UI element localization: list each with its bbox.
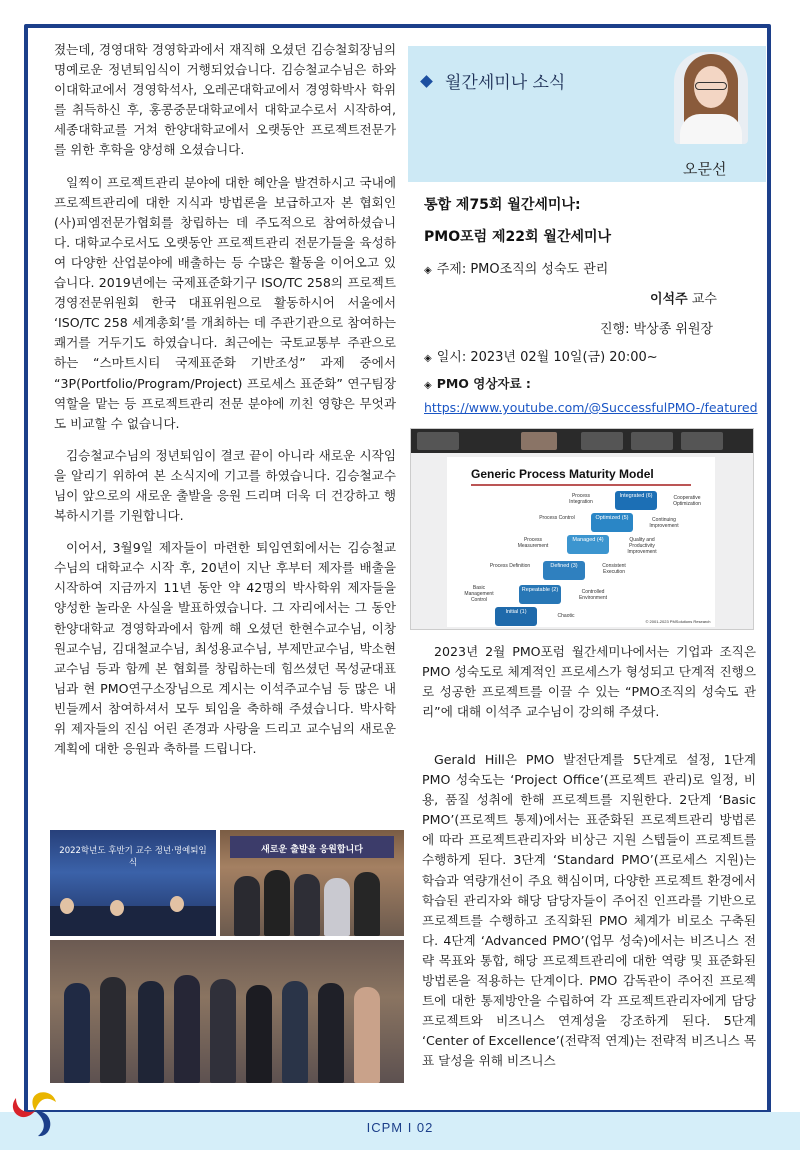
presenter-photo (674, 52, 748, 144)
seminar-host: 진행: 박상종 위원장 (600, 322, 714, 337)
slide-step: Managed (4) (567, 535, 609, 554)
paragraph: 2023년 2월 PMO포럼 월간세미나에서는 기업과 조직은 PMO 성숙도로 체계적인 프로세스가 형성되고 단계적 진행으로 성공한 프로젝트를 이끌 수 있는 “PMO조직의 성숙도 관리”에 대해 이석주 교수님이 강의해 주셨다. (422, 644, 756, 720)
video-label: ◈ PMO 영상자료 : (424, 376, 531, 391)
paragraph: 졌는데, 경영대학 경영학과에서 재직해 오셨던 김승철회장님의 명예로운 정년퇴임식이 거행되었습니다. 김승철교수님은 하와이대학교에서 경영학석사, 오레곤대학교에서 경영학박사 학위를 취득하신 후, 홍콩중문대학교에서 대학교수로서 시작하여, 세종대학교를 거쳐 한양대학교에서 오랫동안 프로젝트전문가를 위한 후학을 양성해 오셨습니다. (54, 42, 396, 158)
seminar-slide-screenshot (410, 428, 754, 630)
slide-label: Process Integration (569, 493, 593, 505)
page-footer: ICPM I 02 (366, 1120, 434, 1135)
paragraph: 이어서, 3월9일 제자들이 마련한 퇴임연회에서는 김승철교수님의 대학교수 시작 후, 20년이 지난 후부터 제자를 배출을 시작하여 지금까지 11년 동안 약 42명의 박사학위 제자들을 양성한 놀라운 사실을 발표하였습니다. 그 자리에서는 그 동안 한양대학교 경영학과에서 함께 해 오셨던 한현수교수님, 이창원교수님, 김대철교수님, 최성용교수님, 부제만교수님, 박소현교수님 등과 함께 본 협회를 창립하는데 힘쓰셨던 목성균대표님과 현 PMO연구소장님으로 계시는 이석주교수님 등 많은 내빈들께서 참여하셔서 모두 퇴임을 축하해 주셨습니다. 박사학위 제자들의 진심 어린 존경과 사랑을 드리고 교수님의 새로운 계획에 대한 응원과 축하를 드립니다. (54, 540, 396, 757)
paragraph: Gerald Hill은 PMO 발전단계를 5단계로 설정, 1단계 PMO 성숙도는 ‘Project Office’(프로젝트 관리)로 일정, 비용, 품질 성취에 한해 프로젝트를 지원한다. 2단계 ‘Basic PMO’(프로젝트 통제)에서는 표준화된 프로젝트관리 방법론에 따라 프로젝트관리자와 비상근 지원 스텝들이 프로젝트를 수행하게 된다. 3단계 ‘Standard PMO’(프로세스 지원)는 학습과 역량개선이 주요 핵심이며, 다양한 프로젝트 환경에서 학습된 관리자와 해당 담당자들이 주어진 인프라를 기반으로 프로젝트를 수행하고 조직화된 PMO 체계가 비로소 구축된다. 4단계 ‘Advanced PMO’(업무 성숙)에서는 비즈니스 전략 목표와 통합, 해당 프로젝트관리에 대한 역량 및 표준화된 방법론을 적용하는 단계이다. PMO 감독관이 주어진 프로젝트에 대한 통제방안을 수립하여 각 프로젝트관리자에게 담당 프로젝트와 비즈니스 연계성을 강조하게 된다. 5단계 ‘Center of Excellence’(전략적 연계)는 전략적 비즈니스 목표 달성을 위해 비즈니스 (422, 752, 756, 1069)
slide-label: Chaotic (557, 613, 575, 619)
association-logo (4, 1080, 66, 1142)
left-column (54, 40, 396, 771)
seminar-box-title: 월간세미나 소식 (422, 68, 565, 93)
slide-step: Defined (3) (543, 561, 585, 580)
seminar-speaker: 이석주 교수 (650, 292, 717, 307)
slide-copyright: © 2001-2023 PMSolutions Research (645, 619, 711, 624)
slide-label: Process Measurement (517, 537, 549, 549)
seminar-heading-1: 통합 제75회 월간세미나: (424, 197, 581, 213)
slide-step: Initial (1) (495, 607, 537, 626)
slide-label: Process Definition (489, 563, 531, 569)
slide-step: Repeatable (2) (519, 585, 561, 604)
diamond-bullet-icon (420, 75, 433, 88)
slide-label: Cooperative Optimization (673, 495, 701, 507)
video-link[interactable]: https://www.youtube.com/@SuccessfulPMO-/featured (424, 400, 758, 415)
slide-title: Generic Process Maturity Model (471, 467, 654, 481)
seminar-topic: ◈ 주제: PMO조직의 성숙도 관리 (424, 262, 609, 277)
retirement-photos (50, 830, 404, 1083)
slide-label: Basic Management Control (464, 585, 494, 603)
presenter-name: 오문선 (683, 160, 727, 178)
seminar-date: ◈ 일시: 2023년 02월 10일(금) 20:00~ (424, 350, 658, 365)
seminar-heading-2: PMO포럼 제22회 월간세미나 (424, 229, 612, 245)
ceremony-photo (50, 830, 216, 936)
slide-label: Continuing Improvement (649, 517, 679, 529)
banquet-banner: 새로운 출발을 응원합니다 (261, 845, 363, 855)
paragraph: 김승철교수님의 정년퇴임이 결코 끝이 아니라 새로운 시작임을 알리기 위하여 본 소식지에 기고를 하였습니다. 김승철교수님이 앞으로의 새로운 출발을 응원 드리며 더욱 더 건강하고 행복하시기를 기원합니다. (54, 447, 396, 524)
ceremony-banner: 2022학년도 후반기 교수 정년·명예퇴임식 (59, 846, 207, 868)
slide-step: Integrated (6) (615, 491, 657, 510)
slide-step: Optimized (5) (591, 513, 633, 532)
video-call-strip (411, 429, 753, 453)
banquet-photo (220, 830, 404, 936)
slide-label: Process Control (539, 515, 575, 521)
slide-label: Controlled Environment (578, 589, 608, 601)
group-photo (50, 940, 404, 1083)
slide-label: Quality and Productivity Improvement (627, 537, 657, 555)
slide-label: Consistent Execution (602, 563, 626, 575)
paragraph: 일찍이 프로젝트관리 분야에 대한 혜안을 발견하시고 국내에 프로젝트관리에 대한 지식과 방법론을 보급하고자 본 협회인 (사)피엠전문가협회를 창립하는 데 주도적으로 참여하셨습니다. 대학교수로서도 오랫동안 프로젝트관리 전문가들을 육성하여 다양한 산업분야에 배출하는 등 수많은 활동을 이어오고 있습니다. 2019년에는 국제표준화기구 ISO/TC 258의 프로젝트경영전문위원회 한국 대표위원으로 활동하시어 서울에서 ‘ISO/TC 258 세계총회’를 개최하는 데 주관기관으로 참여하는 쾌거를 거두기도 하였습니다. 최근에는 국토교통부 주관으로 하는 “스마트시티 국제표준화 기반조성” 과제 중에서 “3P(Portfolio/Program/Project) 프로세스 표준화” 연구팀장 역할을 맡는 등 프로젝트관리 전문 분야에 끼친 영향은 무엇과도 비교할 수 없습니다. (54, 174, 396, 431)
